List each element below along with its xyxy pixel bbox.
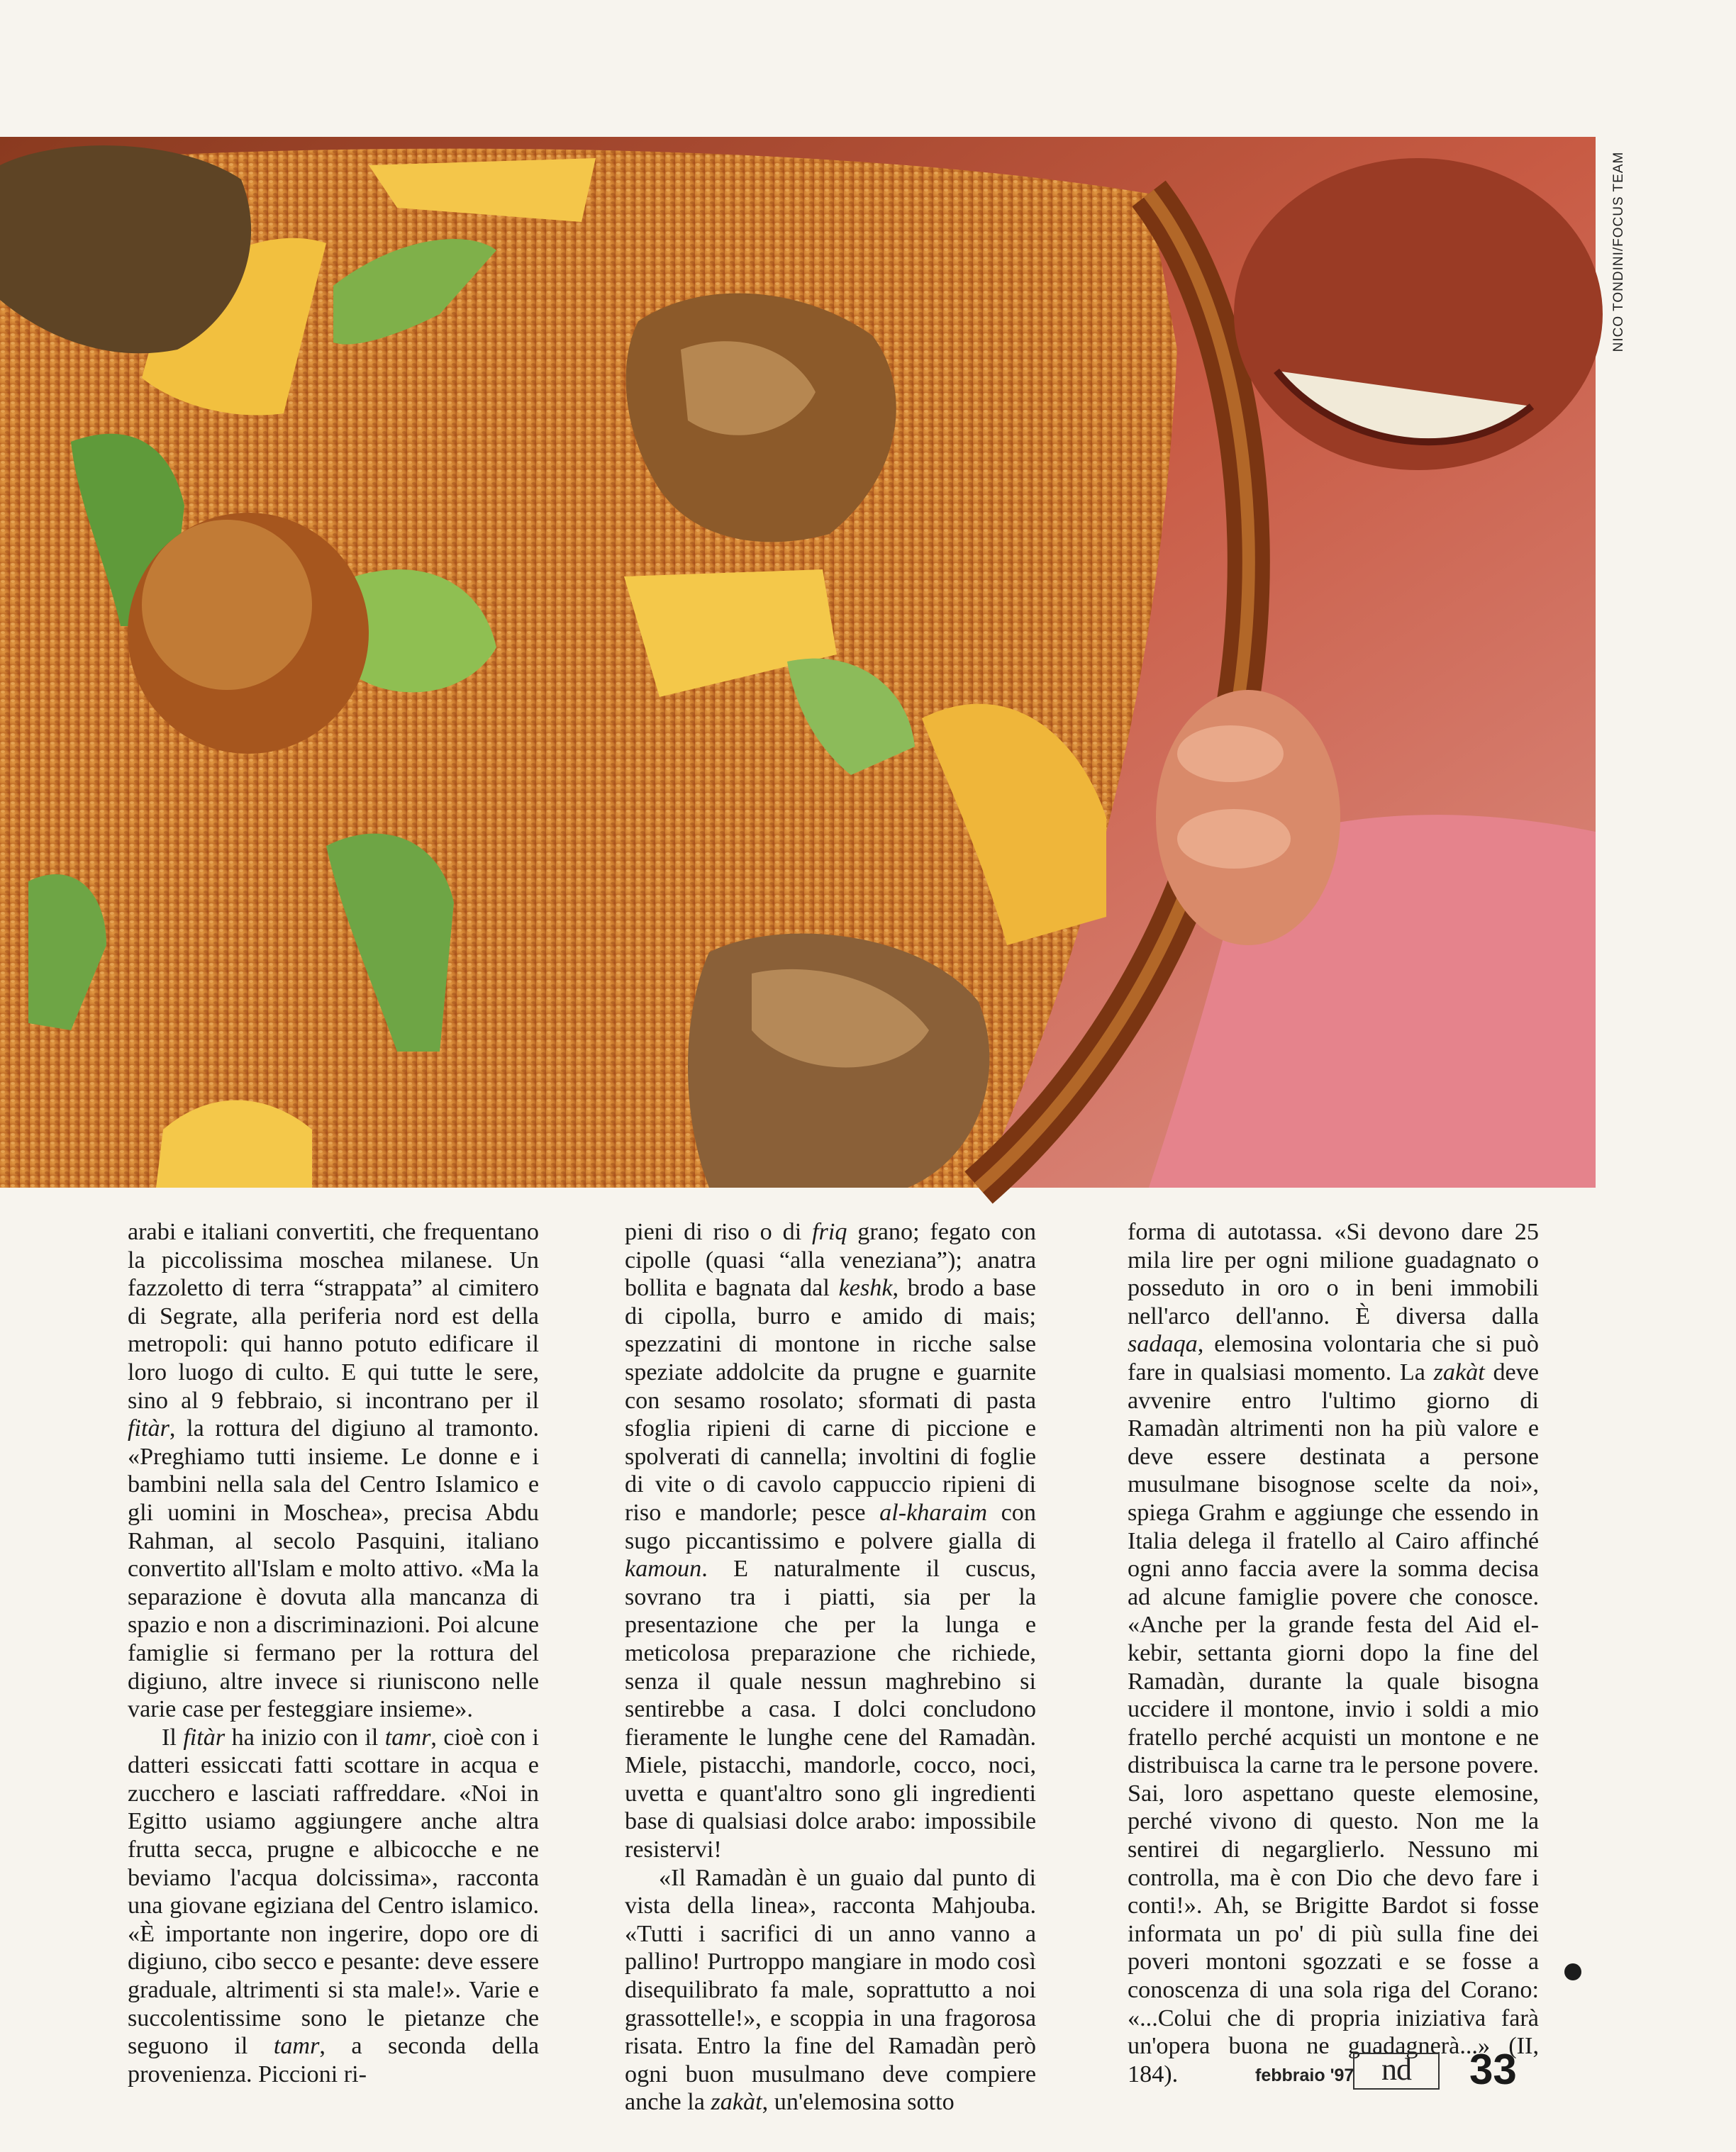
italic-term: fitàr (183, 1724, 226, 1751)
text-run: , un'elemosina sotto (762, 2089, 955, 2116)
italic-term: friq (812, 1219, 847, 1245)
end-of-article-mark (1564, 1963, 1581, 1980)
italic-term: al-kharaim (879, 1499, 988, 1526)
paragraph (128, 1724, 539, 2089)
italic-term: tamr (273, 2033, 320, 2060)
text-run: , brodo a base di cipolla, burro e amido di mais; spezzatini di montone in ricche salse speziate addolcite da prugne e guarnite con sesamo rosolato; sformati di pasta sfoglia ripieni di carne di piccione e spolverati di cannella; involtini di foglie di vite o di cavolo cappuccio ripieni di riso e mandorle; pesce (625, 1275, 1036, 1526)
paragraph (625, 1864, 1036, 2117)
photo-illustration (0, 137, 1596, 1188)
stuffed-vegetable (0, 145, 251, 353)
article-column-2 (625, 1218, 1036, 2116)
text-run: Il (162, 1724, 184, 1751)
text-run: , elemosina volontaria che si può fare in qualsiasi momento. La (1128, 1331, 1539, 1386)
text-run: . E naturalmente il cuscus, sovrano tra i piatti, sia per la presentazione che per la lunga e meticolosa preparazione che richiede, senza il quale nessun maghrebino si sentirebbe a casa. I dolci concludono fieramente le lunghe cene del Ramadàn. Miele, pistacchi, mandorle, cocco, noci, uvetta e quant'altro sono gli ingredienti base di qualsiasi dolce arabo: impossibile resistervi! (625, 1556, 1036, 1863)
article-column-1 (128, 1218, 539, 2087)
text-run: «Il Ramadàn è un guaio dal punto di vista della linea», racconta Mahjouba. «Tutti i sacrifici di un anno vanno a pallino! Purtroppo mangiare in modo così disequilibrato fa male, soprattutto a noi grassottelle!», e scoppia in una fragorosa risata. Entro la fine del Ramadàn però ogni buon musulmano deve compiere anche la (625, 1864, 1036, 2116)
italic-term: zakàt (1433, 1359, 1485, 1386)
italic-term: kamoun (625, 1556, 702, 1583)
text-run: , cioè con i datteri essiccati fatti scottare in acqua e zucchero e lasciati raffreddare. «Noi in Egitto usiamo aggiungere anche altra frutta secca, prugne e albicocche e ne beviamo l'acqua dolcissima», racconta una giovane egiziana del Centro islamico. «È importante non ingerire, dopo ore di digiuno, cibo secco e pesante: deve essere graduale, altrimenti si sta male!». Varie e succolentissime sono le pietanze che seguono il (128, 1724, 539, 2060)
text-run: con sugo piccantissimo e polvere gialla di (625, 1499, 1036, 1554)
text-run: forma di autotassa. «Si devono dare 25 mila lire per ogni milione guadagnato o posseduto in oro o in beni immobili nell'arco dell'anno. È diversa dalla (1128, 1219, 1539, 1329)
italic-term: tamr (384, 1724, 431, 1751)
text-run: ha inizio con il (225, 1724, 385, 1751)
food-photo (0, 137, 1596, 1188)
text-run: grano; fegato con cipolle (quasi “alla veneziana”); anatra bollita e bagnata dal (625, 1219, 1036, 1302)
text-run: arabi e italiani convertiti, che frequentano la piccolissima moschea milanese. Un fazzoletto di terra “strappata” al cimitero di Segrate, alla periferia nord est della metropoli: qui hanno potuto edificare il loro luogo di culto. E qui tutte le sere, sino al 9 febbraio, si incontrano per il (128, 1219, 539, 1414)
paragraph (128, 1218, 539, 1724)
text-run: deve avvenire entro l'ultimo giorno di Ramadàn altrimenti non ha più valore e deve essere destinata a persone musulmane bisognose scelte da noi», spiega Grahm e aggiunge che essendo in Italia delega il fratello al Cairo affinché ogni anno faccia avere la somma decisa ad alcune famiglie povere che conosce. «Anche per la grande festa del Aid el-kebir, settanta giorni dopo la fine del Ramadàn, durante la quale bisogna uccidere il montone, invio i soldi a mio fratello perché acquisti un montone e ne distribuisca la carne tra le persone povere. Sai, loro aspettano queste elemosine, perché vivono di questo. Non me la sentirei di negarglierlo. Nessuno mi controlla, ma è con Dio che devo fare i conti!». Ah, se Brigitte Bardot si fosse informata un po' di più sulla fine dei poveri montoni sgozzati e se fosse a conoscenza di una sola riga del Corano: «...Colui che di propria iniziativa farà un'opera buona ne guadagnerà...» (II, 184). (1128, 1359, 1539, 2087)
italic-term: fitàr (128, 1415, 169, 1442)
page-footer (1241, 2046, 1539, 2095)
issue-date: febbraio '97 (1255, 2065, 1354, 2085)
italic-term: sadaqa (1128, 1331, 1198, 1358)
photo-credit-text: NICO TONDINI/FOCUS TEAM (1611, 151, 1626, 352)
paragraph (1128, 1218, 1539, 2088)
photo-credit (1608, 135, 1630, 369)
text-run: pieni di riso o di (625, 1219, 813, 1245)
page-number: 33 (1469, 2046, 1517, 2093)
italic-term: keshk (838, 1275, 893, 1302)
text-run: , a seconda della provenienza. Piccioni ri- (128, 2033, 539, 2087)
text-run: , la rottura del digiuno al tramonto. «Preghiamo tutti insieme. Le donne e i bambini nella sala del Centro Islamico e gli uomini in Moschea», precisa Abdu Rahman, al secolo Pasquini, italiano convertito all'Islam e molto attivo. «Ma la separazione è dovuta alla mancanza di spazio e non a discriminazioni. Poi alcune famiglie si fermano per la rottura del digiuno, altre invece si riuniscono nelle varie case per festeggiare insieme». (128, 1415, 539, 1723)
italic-term: zakàt (711, 2089, 762, 2116)
magazine-logo: nd (1353, 2053, 1440, 2090)
paragraph (625, 1218, 1036, 1864)
